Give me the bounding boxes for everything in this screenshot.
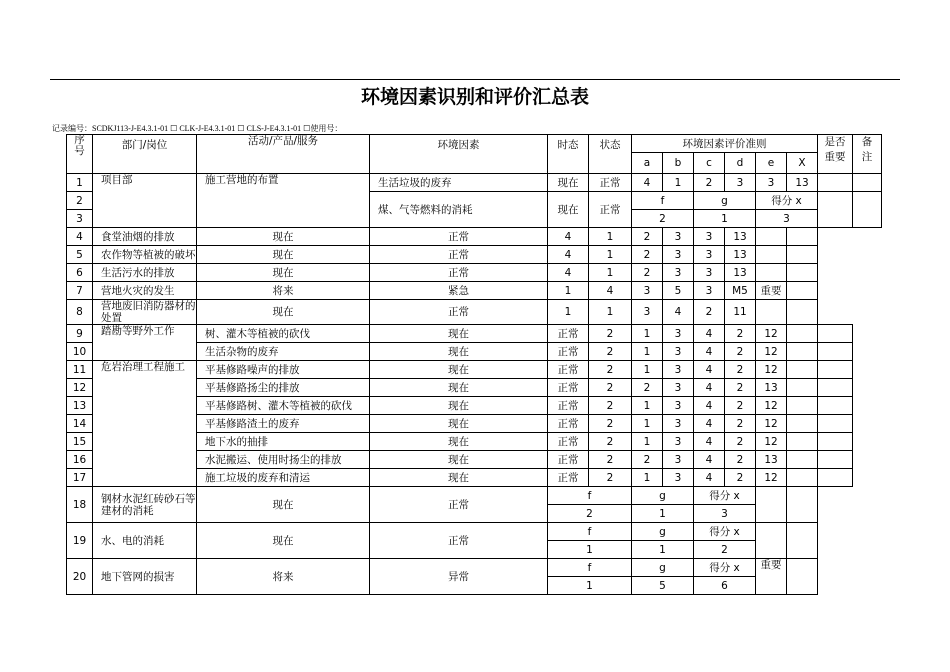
state-cell: 正常 (370, 264, 548, 282)
important-cell (787, 397, 818, 415)
table-row (67, 264, 882, 282)
score-x: M5 (725, 282, 756, 300)
score-label: 得分 x (694, 523, 756, 541)
score-x: 13 (725, 228, 756, 246)
row-number: 17 (67, 469, 93, 487)
score-d: 3 (663, 264, 694, 282)
score-b: 2 (632, 451, 663, 469)
score-x: 13 (725, 264, 756, 282)
score-value: 6 (694, 577, 756, 595)
remark-cell (787, 282, 818, 300)
row-number: 14 (67, 415, 93, 433)
score-b: 1 (632, 415, 663, 433)
important-cell (756, 300, 787, 325)
row-number: 12 (67, 379, 93, 397)
state-cell: 正常 (370, 246, 548, 264)
score-d: 4 (694, 451, 725, 469)
f-label: f (548, 559, 632, 577)
row-number: 8 (67, 300, 93, 325)
factor-cell: 煤、气等燃料的消耗 (370, 192, 548, 228)
score-a: 2 (589, 343, 632, 361)
state-cell: 正常 (548, 325, 589, 343)
factor-cell: 地下管网的损害 (93, 559, 197, 595)
score-e: 2 (725, 325, 756, 343)
tense-cell: 现在 (370, 397, 548, 415)
factor-cell: 地下水的抽排 (197, 433, 370, 451)
state-cell: 正常 (548, 397, 589, 415)
score-e: 3 (694, 246, 725, 264)
f-label: f (548, 523, 632, 541)
score-c: 2 (632, 264, 663, 282)
state-cell: 正常 (370, 228, 548, 246)
score-c: 3 (663, 433, 694, 451)
row-number: 5 (67, 246, 93, 264)
score-e: 2 (725, 469, 756, 487)
score-d: 5 (663, 282, 694, 300)
important-cell (756, 246, 787, 264)
score-e: 2 (725, 397, 756, 415)
row-number: 18 (67, 487, 93, 523)
remark-cell (787, 300, 818, 325)
header-criteria: 环境因素评价准则 (632, 135, 818, 153)
important-cell (756, 487, 787, 523)
important-cell (818, 174, 853, 192)
score-x: 11 (725, 300, 756, 325)
f-value: 2 (548, 505, 632, 523)
factor-cell: 生活污水的排放 (93, 264, 197, 282)
score-d: 4 (694, 379, 725, 397)
top-rule (50, 79, 900, 80)
state-cell: 正常 (370, 300, 548, 325)
table-row (67, 361, 882, 379)
score-label: 得分 x (756, 192, 818, 210)
score-x: 12 (756, 325, 787, 343)
evaluation-table (66, 134, 882, 595)
remark-cell (787, 228, 818, 246)
score-b: 4 (589, 282, 632, 300)
g-value: 1 (632, 541, 694, 559)
row-number: 10 (67, 343, 93, 361)
score-b: 1 (663, 174, 694, 192)
important-cell (787, 325, 818, 343)
f-label: f (548, 487, 632, 505)
score-b: 1 (632, 469, 663, 487)
important-cell: 重要 (756, 559, 787, 595)
state-cell: 正常 (370, 487, 548, 523)
f-value: 1 (548, 577, 632, 595)
header-d: d (725, 153, 756, 174)
score-e: 2 (694, 300, 725, 325)
tense-cell: 现在 (197, 246, 370, 264)
important-cell (787, 469, 818, 487)
score-b: 1 (632, 433, 663, 451)
remark-cell (818, 397, 853, 415)
important-cell (787, 343, 818, 361)
score-x: 13 (725, 246, 756, 264)
score-a: 1 (548, 300, 589, 325)
score-e: 3 (694, 264, 725, 282)
remark-cell (818, 361, 853, 379)
header-remark: 备注 (853, 135, 882, 174)
header-b: b (663, 153, 694, 174)
g-value: 1 (632, 505, 694, 523)
score-d: 4 (694, 361, 725, 379)
tense-cell: 现在 (370, 469, 548, 487)
g-label: g (632, 523, 694, 541)
score-value: 3 (694, 505, 756, 523)
factor-cell: 平基修路树、灌木等植被的砍伐 (197, 397, 370, 415)
score-c: 3 (663, 379, 694, 397)
tense-cell: 现在 (370, 433, 548, 451)
factor-cell: 营地废旧消防器材的处置 (93, 300, 197, 325)
score-c: 3 (663, 415, 694, 433)
score-e: 2 (725, 361, 756, 379)
score-a: 4 (548, 228, 589, 246)
score-b: 2 (632, 379, 663, 397)
state-cell: 正常 (548, 343, 589, 361)
score-d: 4 (694, 469, 725, 487)
score-e: 2 (725, 379, 756, 397)
score-a: 2 (589, 361, 632, 379)
score-a: 1 (548, 282, 589, 300)
g-label: g (694, 192, 756, 210)
table-row (67, 246, 882, 264)
score-x: 12 (756, 433, 787, 451)
remark-cell (818, 343, 853, 361)
score-a: 2 (589, 469, 632, 487)
tense-cell: 现在 (370, 361, 548, 379)
factor-cell: 农作物等植被的破坏 (93, 246, 197, 264)
score-b: 1 (589, 246, 632, 264)
tense-cell: 现在 (197, 487, 370, 523)
score-label: 得分 x (694, 487, 756, 505)
remark-cell (853, 174, 882, 192)
remark-cell (818, 451, 853, 469)
header-e: e (756, 153, 787, 174)
remark-cell (787, 487, 818, 523)
important-cell (787, 433, 818, 451)
g-value: 1 (694, 210, 756, 228)
remark-cell (787, 246, 818, 264)
tense-cell: 现在 (197, 264, 370, 282)
header-seq: 序号 (67, 135, 93, 174)
score-b: 1 (632, 325, 663, 343)
score-d: 4 (694, 343, 725, 361)
factor-cell: 平基修路扬尘的排放 (197, 379, 370, 397)
state-cell: 正常 (548, 451, 589, 469)
table-row (67, 228, 882, 246)
important-cell (787, 379, 818, 397)
factor-cell: 营地火灾的发生 (93, 282, 197, 300)
score-e: 2 (725, 433, 756, 451)
score-a: 2 (589, 451, 632, 469)
factor-cell: 生活杂物的废弃 (197, 343, 370, 361)
tense-cell: 将来 (197, 559, 370, 595)
score-b: 1 (632, 361, 663, 379)
remark-cell (787, 523, 818, 559)
row-number: 11 (67, 361, 93, 379)
score-c: 3 (663, 361, 694, 379)
remark-cell (818, 379, 853, 397)
table-row (67, 487, 882, 505)
tense-cell: 现在 (197, 523, 370, 559)
remark-cell (818, 469, 853, 487)
header-activity: 活动/产品/服务 (197, 135, 370, 174)
header-important: 是否重要 (818, 135, 853, 174)
g-value: 5 (632, 577, 694, 595)
state-cell: 正常 (548, 361, 589, 379)
row-number: 19 (67, 523, 93, 559)
score-a: 2 (589, 433, 632, 451)
tense-cell: 现在 (370, 325, 548, 343)
score-a: 4 (632, 174, 663, 192)
score-d: 3 (725, 174, 756, 192)
score-c: 2 (632, 228, 663, 246)
state-cell: 异常 (370, 559, 548, 595)
table-row (67, 559, 882, 577)
record-number-line: 记录编号：SCDKJ113-J-E4.3.1-01 ☐ CLK-J-E4.3.1-01 ☐ CLS-J-E4.3.1-01 ☐使用号： (52, 124, 343, 133)
score-value: 2 (694, 541, 756, 559)
tense-cell: 现在 (548, 192, 589, 228)
remark-cell (818, 433, 853, 451)
activity-cell: 踏勘等野外工作 (93, 325, 197, 361)
row-number: 16 (67, 451, 93, 469)
f-label: f (632, 192, 694, 210)
row-number: 3 (67, 210, 93, 228)
header-a: a (632, 153, 663, 174)
row-number: 2 (67, 192, 93, 210)
state-cell: 正常 (370, 523, 548, 559)
header-state: 状态 (589, 135, 632, 174)
score-c: 2 (694, 174, 725, 192)
score-x: 12 (756, 469, 787, 487)
score-e: 3 (694, 282, 725, 300)
score-a: 4 (548, 246, 589, 264)
score-x: 13 (787, 174, 818, 192)
row-number: 13 (67, 397, 93, 415)
remark-cell (787, 264, 818, 282)
score-e: 2 (725, 343, 756, 361)
row-number: 15 (67, 433, 93, 451)
score-e: 3 (756, 174, 787, 192)
factor-cell: 树、灌木等植被的砍伐 (197, 325, 370, 343)
score-d: 3 (663, 246, 694, 264)
table-row (67, 282, 882, 300)
important-cell (787, 415, 818, 433)
tense-cell: 现在 (370, 343, 548, 361)
factor-cell: 平基修路噪声的排放 (197, 361, 370, 379)
g-label: g (632, 487, 694, 505)
factor-cell: 水泥搬运、使用时扬尘的排放 (197, 451, 370, 469)
score-x: 12 (756, 361, 787, 379)
score-b: 1 (589, 228, 632, 246)
row-number: 7 (67, 282, 93, 300)
tense-cell: 现在 (370, 451, 548, 469)
score-e: 2 (725, 451, 756, 469)
score-d: 4 (694, 415, 725, 433)
state-cell: 正常 (589, 192, 632, 228)
score-c: 3 (632, 282, 663, 300)
score-c: 3 (632, 300, 663, 325)
score-c: 3 (663, 451, 694, 469)
important-cell (756, 523, 787, 559)
tense-cell: 现在 (197, 300, 370, 325)
row-number: 20 (67, 559, 93, 595)
state-cell: 紧急 (370, 282, 548, 300)
score-c: 2 (632, 246, 663, 264)
score-d: 4 (694, 325, 725, 343)
tense-cell: 现在 (197, 228, 370, 246)
score-e: 2 (725, 415, 756, 433)
score-b: 1 (632, 343, 663, 361)
page-title: 环境因素识别和评价汇总表 (360, 86, 589, 108)
tense-cell: 现在 (370, 379, 548, 397)
important-cell (787, 451, 818, 469)
score-label: 得分 x (694, 559, 756, 577)
score-x: 12 (756, 415, 787, 433)
state-cell: 正常 (548, 415, 589, 433)
remark-cell (818, 415, 853, 433)
score-b: 1 (589, 264, 632, 282)
score-d: 4 (694, 433, 725, 451)
tense-cell: 现在 (370, 415, 548, 433)
score-a: 2 (589, 415, 632, 433)
header-dept: 部门/岗位 (93, 135, 197, 174)
row-number: 6 (67, 264, 93, 282)
remark-cell (853, 192, 882, 228)
tense-cell: 现在 (548, 174, 589, 192)
table-row (67, 325, 882, 343)
score-e: 3 (694, 228, 725, 246)
header-tense: 时态 (548, 135, 589, 174)
header-x: X (787, 153, 818, 174)
important-cell (787, 361, 818, 379)
score-d: 4 (694, 397, 725, 415)
score-value: 3 (756, 210, 818, 228)
row-number: 4 (67, 228, 93, 246)
score-a: 2 (589, 325, 632, 343)
score-b: 1 (632, 397, 663, 415)
score-c: 3 (663, 397, 694, 415)
state-cell: 正常 (548, 469, 589, 487)
row-number: 1 (67, 174, 93, 192)
tense-cell: 将来 (197, 282, 370, 300)
factor-cell: 施工垃圾的废弃和清运 (197, 469, 370, 487)
score-c: 3 (663, 343, 694, 361)
score-c: 3 (663, 469, 694, 487)
factor-cell: 水、电的消耗 (93, 523, 197, 559)
important-cell (818, 192, 853, 228)
score-a: 2 (589, 397, 632, 415)
score-a: 2 (589, 379, 632, 397)
g-label: g (632, 559, 694, 577)
score-x: 12 (756, 397, 787, 415)
score-c: 3 (663, 325, 694, 343)
remark-cell (818, 325, 853, 343)
score-x: 13 (756, 451, 787, 469)
score-x: 13 (756, 379, 787, 397)
activity-cell: 危岩治理工程施工 (93, 361, 197, 487)
important-cell (756, 264, 787, 282)
state-cell: 正常 (548, 433, 589, 451)
row-number: 9 (67, 325, 93, 343)
important-cell: 重要 (756, 282, 787, 300)
activity-cell: 施工营地的布置 (197, 174, 370, 228)
header-c: c (694, 153, 725, 174)
score-b: 1 (589, 300, 632, 325)
factor-cell: 食堂油烟的排放 (93, 228, 197, 246)
table-row (67, 300, 882, 325)
f-value: 1 (548, 541, 632, 559)
score-d: 3 (663, 228, 694, 246)
state-cell: 正常 (548, 379, 589, 397)
factor-cell: 平基修路渣土的废弃 (197, 415, 370, 433)
factor-cell: 生活垃圾的废弃 (370, 174, 548, 192)
f-value: 2 (632, 210, 694, 228)
factor-cell: 钢材水泥红砖砂石等建材的消耗 (93, 487, 197, 523)
dept-cell: 项目部 (93, 174, 197, 228)
important-cell (756, 228, 787, 246)
score-x: 12 (756, 343, 787, 361)
score-d: 4 (663, 300, 694, 325)
header-factor: 环境因素 (370, 135, 548, 174)
remark-cell (787, 559, 818, 595)
state-cell: 正常 (589, 174, 632, 192)
table-row (67, 523, 882, 541)
score-a: 4 (548, 264, 589, 282)
